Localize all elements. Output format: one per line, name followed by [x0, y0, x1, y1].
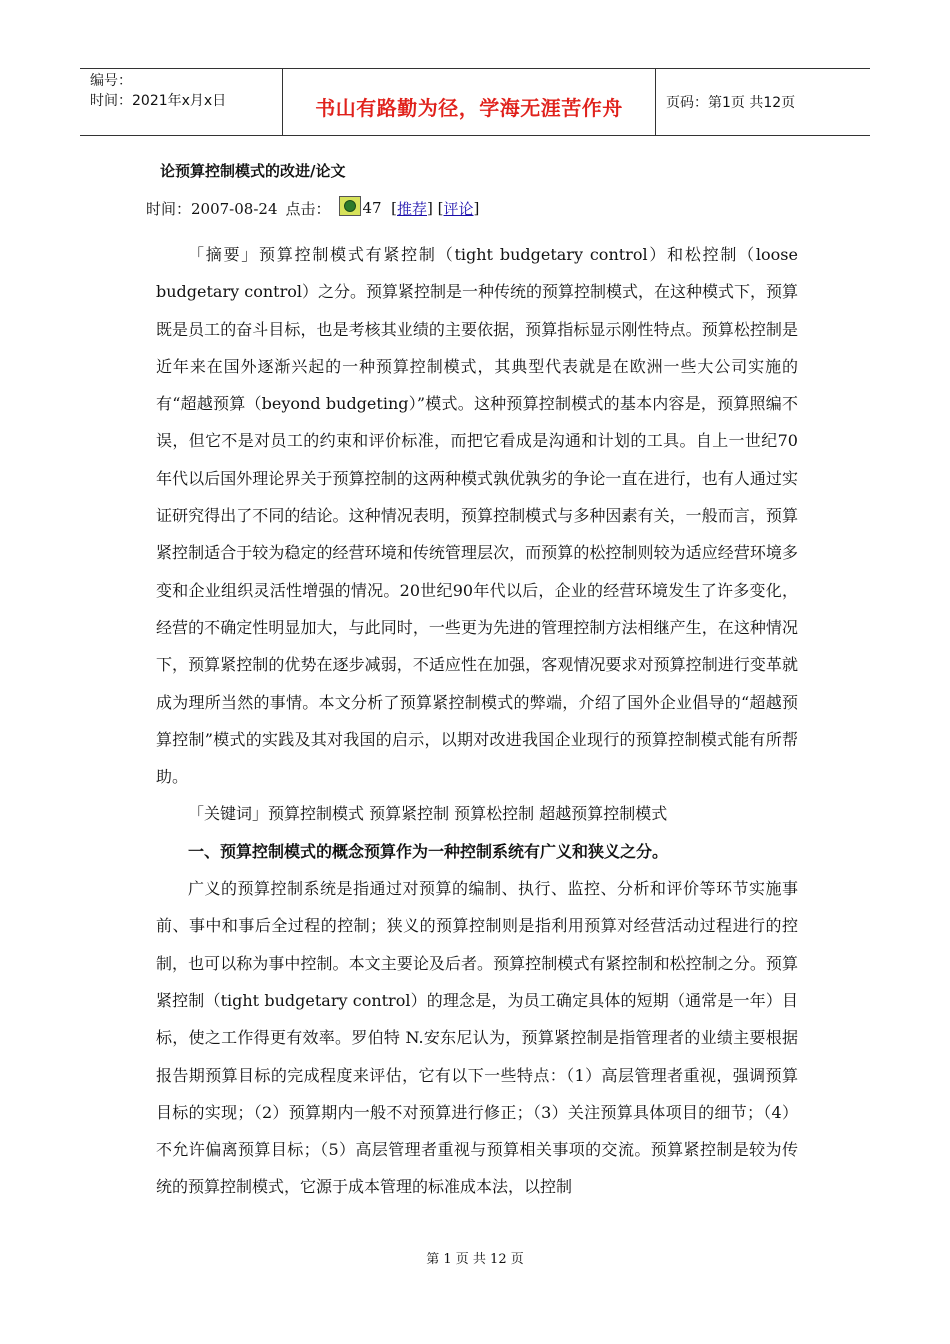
motto-cell — [282, 69, 656, 135]
section-heading: 一、预算控制模式的概念预算作为一种控制系统有广义和狭义之分。 — [188, 841, 669, 861]
clicks-label: 点击： — [285, 199, 331, 218]
body-paragraph: 广义的预算控制系统是指通过对预算的编制、执行、监控、分析和评价等环节实施事前、事中和事后全过程的控制；狭义的预算控制则是指利用预算对经营活动过程进行的控制，也可以称为事中控制。本文主要论及后者。预算控制模式有紧控制和松控制之分。预算紧控制（tight budgetary control）的理念是，为员工确定具体的短期（通常是一年）目标，使之工作得更有效率。罗伯特 N.安东尼认为，预算紧控制是指管理者的业绩主要根据报告期预算目标的完成程度来评估，它有以下一些特点：（1）高层管理者重视，强调预算目标的实现；（2）预算期内一般不对预算进行修正；（3）关注预算具体项目的细节；（4）不允许偏离预算目标；（5）高层管理者重视与预算相关事项的交流。预算紧控制是较为传统的预算控制模式，它源于成本管理的标准成本法，以控制 — [156, 879, 798, 1197]
header-info-cell — [80, 69, 282, 135]
page-footer: 第 1 页 共 12 页 — [426, 1252, 524, 1267]
article-meta: 时间：2007-08-24 点击： 47 [ 推荐 ] [ 评论 ] — [146, 196, 479, 220]
motto-text: 书山有路勤为径，学海无涯苦作舟 — [315, 95, 623, 120]
page-label: 页码：第1页 共12页 — [666, 95, 796, 111]
article-title: 论预算控制模式的改进/论文 — [160, 162, 346, 180]
recommend-link[interactable]: 推荐 — [397, 199, 428, 218]
abstract-paragraph: 「摘要」预算控制模式有紧控制（tight budgetary control）和松控制（loose budgetary control）之分。预算紧控制是一种传统的预算控制模式，在这种模式下，预算既是员工的奋斗目标，也是考核其业绩的主要依据，预算指标显示刚性特点。预算松控制是近年来在国外逐渐兴起的一种预算控制模式，其典型代表就是在欧洲一些大公司实施的有“超越预算（beyond budgeting）”模式。这种预算控制模式的基本内容是，预算照编不误，但它不是对员工的约束和评价标准，而把它看成是沟通和计划的工具。自上一世纪70年代以后国外理论界关于预算控制的这两种模式孰优孰劣的争论一直在进行，也有人通过实证研究得出了不同的结论。这种情况表明，预算控制模式与多种因素有关，一般而言，预算紧控制适合于较为稳定的经营环境和传统管理层次，而预算的松控制则较为适应经营环境多变和企业组织灵活性增强的情况。20世纪90年代以后，企业的经营环境发生了许多变化，经营的不确定性明显加大，与此同时，一些更为先进的管理控制方法相继产生，在这种情况下，预算紧控制的优势在逐步减弱，不适应性在加强，客观情况要求对预算控制进行变革就成为理所当然的事情。本文分析了预算紧控制模式的弊端，介绍了国外企业倡导的“超越预算控制”模式的实践及其对我国的启示，以期对改进我国企业现行的预算控制模式能有所帮助。 — [156, 245, 798, 787]
header-table — [80, 68, 870, 136]
keywords-paragraph: 「关键词」预算控制模式 预算紧控制 预算松控制 超越预算控制模式 — [188, 804, 668, 824]
comment-link[interactable]: 评论 — [443, 199, 474, 218]
date-label: 时间：2021年x月x日 — [90, 93, 227, 109]
click-counter-icon — [339, 196, 361, 216]
article-body — [156, 236, 798, 1206]
publish-time: 时间：2007-08-24 — [146, 199, 278, 218]
click-count: 47 — [362, 199, 382, 217]
number-label: 编号： — [90, 73, 132, 89]
page-number-cell — [656, 69, 870, 135]
